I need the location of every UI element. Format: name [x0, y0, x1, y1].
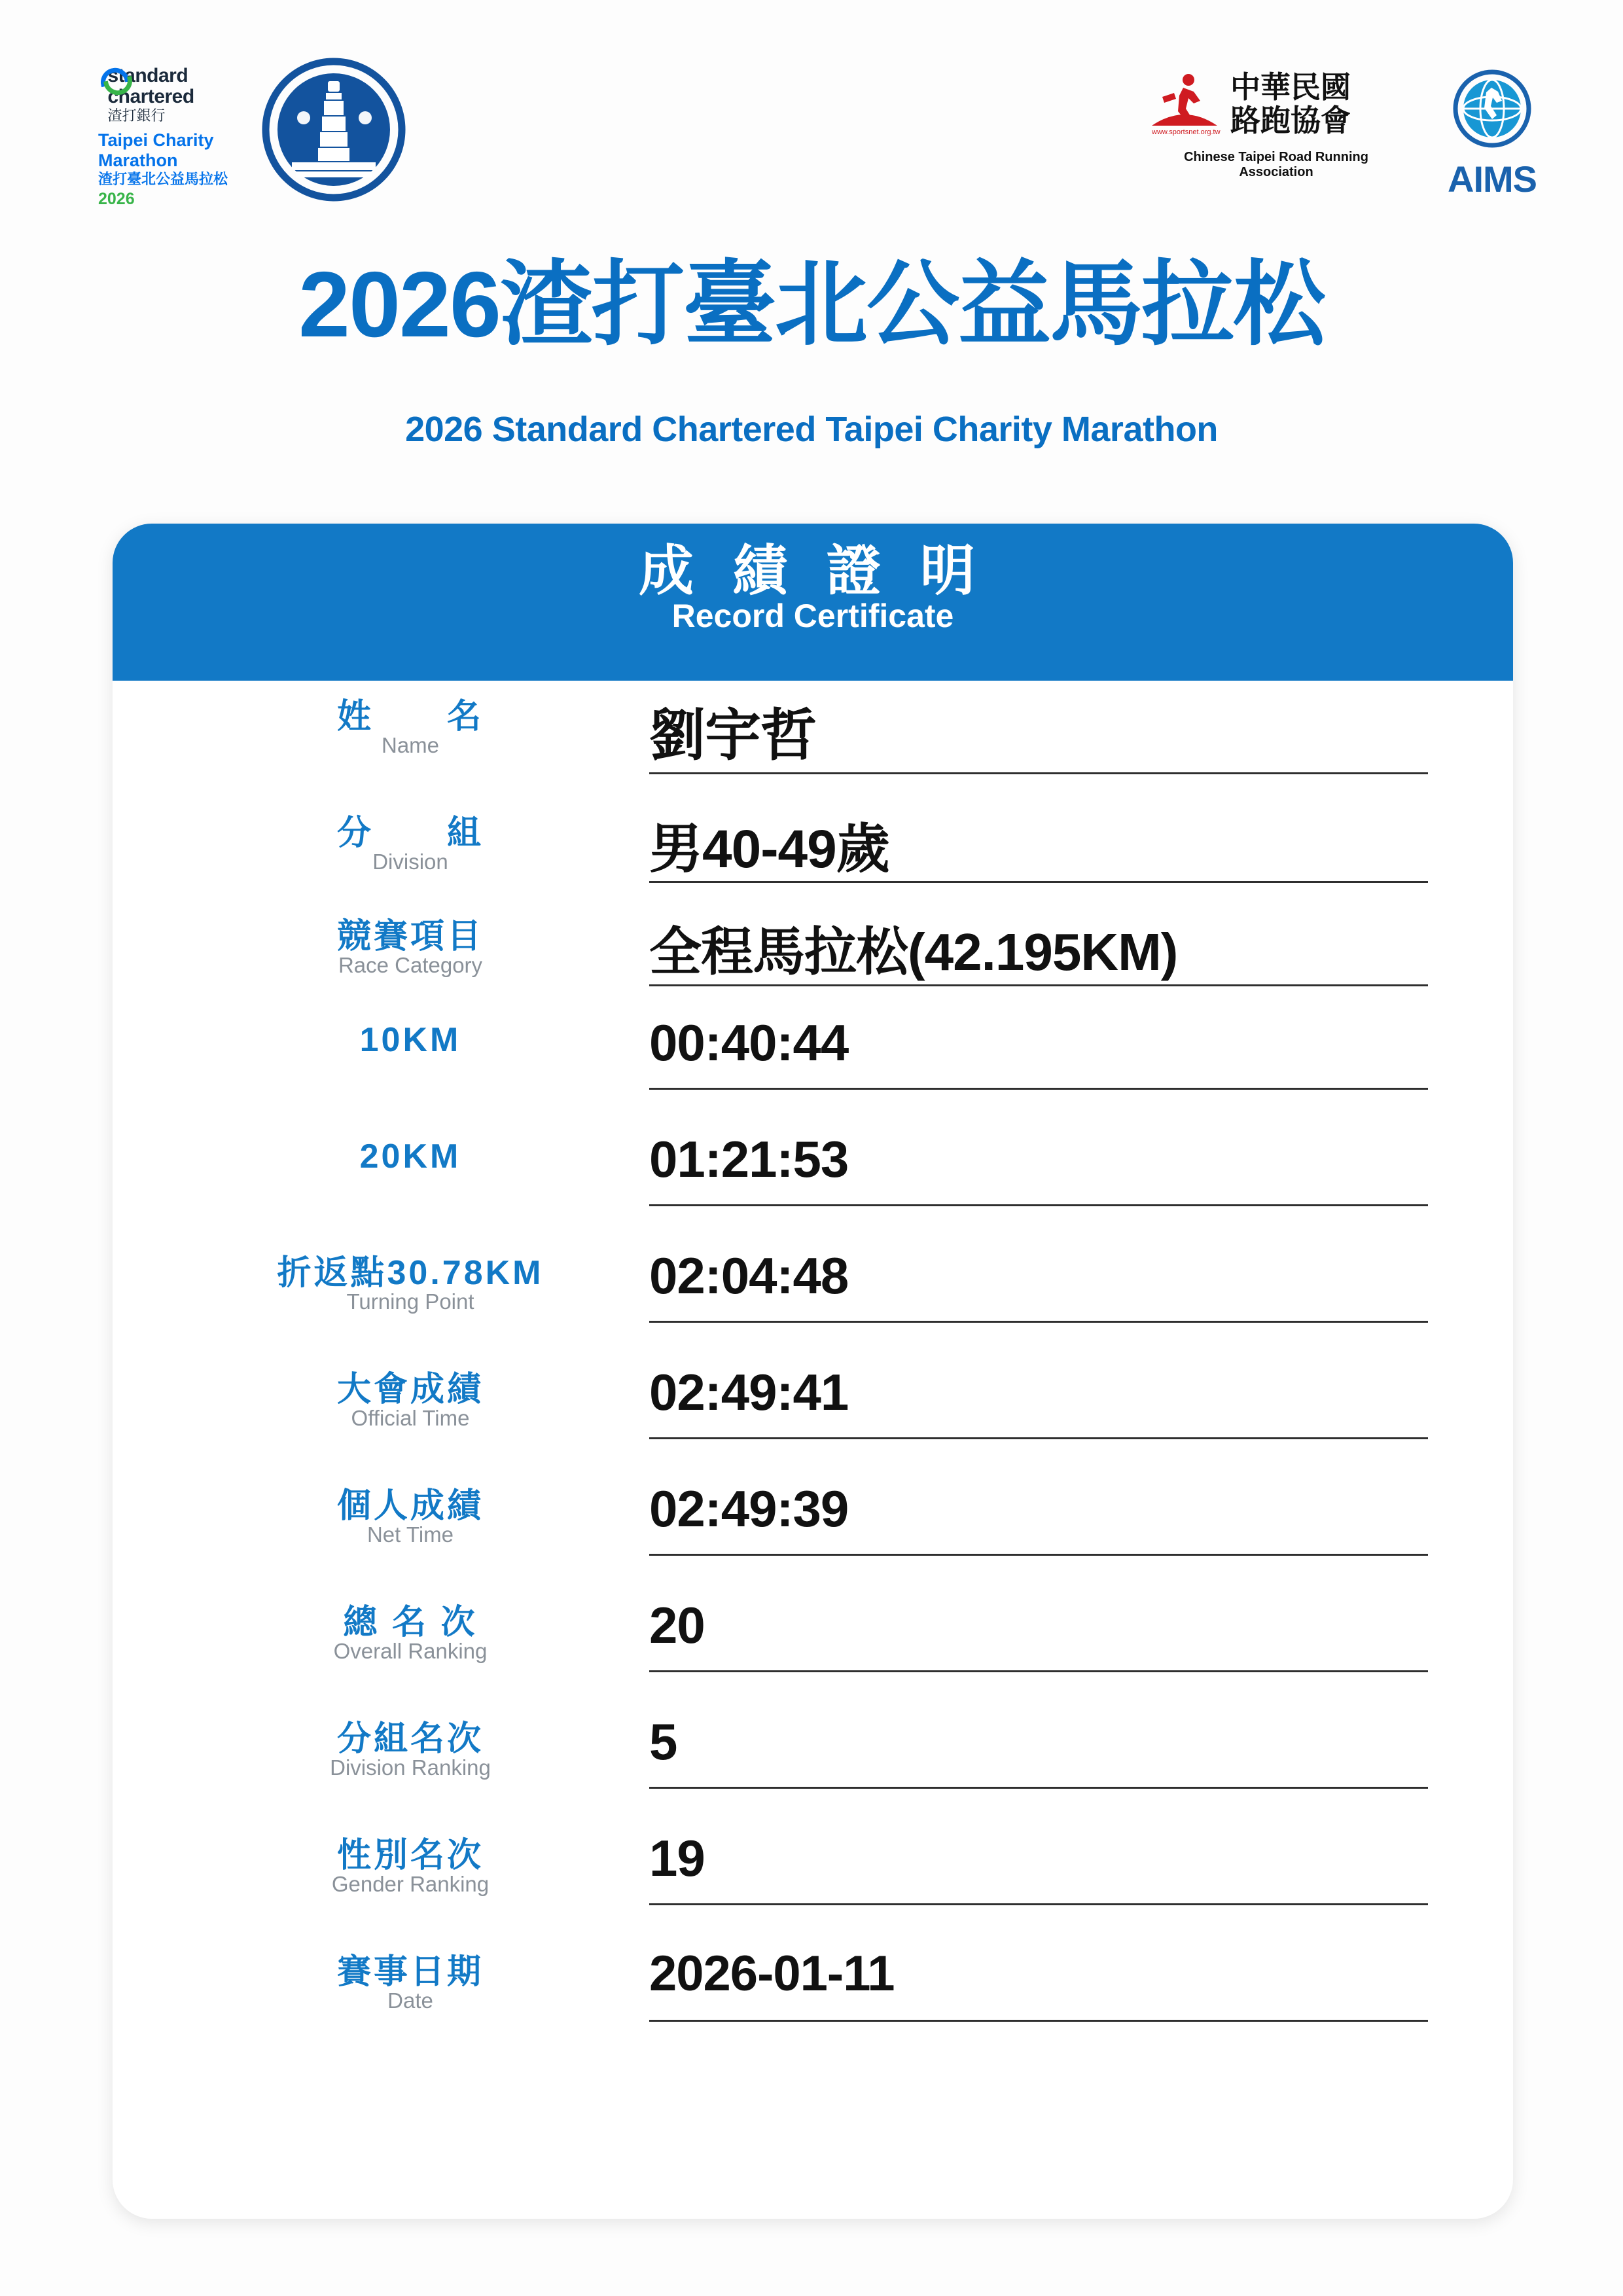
page-title-zh: 2026渣打臺北公益馬拉松	[298, 253, 1325, 357]
row-race-category-value: 全程馬拉松(42.195KM)	[649, 923, 1178, 981]
row-division-label-zh: 分 組	[336, 814, 484, 852]
row-official-time	[113, 1360, 1513, 1477]
ctrra-zh-line2: 路跑協會	[1230, 103, 1351, 137]
sc-logo-sub3: 渣打臺北公益馬拉松	[98, 170, 228, 187]
row-name-label-en: Name	[381, 733, 440, 758]
row-overall-ranking-label-zh: 總 名 次	[343, 1604, 478, 1641]
row-date-label-en: Date	[387, 1988, 433, 2013]
row-date-rule	[649, 2020, 1428, 2022]
row-race-category	[113, 907, 1513, 1011]
ctrra-en: Chinese Taipei Road Running Association	[1184, 150, 1368, 179]
row-10km-label-zh: 10KM	[359, 1021, 461, 1059]
sc-logo-sub1: Taipei Charity	[98, 130, 214, 150]
row-turning-point-label	[211, 1255, 610, 1314]
row-date	[113, 1943, 1513, 2059]
aims-logo	[1427, 64, 1558, 200]
row-date-value: 2026-01-11	[649, 1946, 895, 2001]
row-20km-value: 01:21:53	[649, 1130, 849, 1188]
row-race-category-label-en: Race Category	[338, 953, 483, 978]
row-name-label-zh: 姓 名	[336, 698, 484, 736]
row-turning-point-rule	[649, 1321, 1428, 1323]
row-20km-label-zh: 20KM	[359, 1138, 461, 1175]
row-name-label	[211, 699, 610, 757]
row-division-rule	[649, 881, 1428, 883]
row-division-ranking-label	[211, 1721, 610, 1780]
ctrra-logo	[1145, 65, 1407, 180]
row-division-ranking-label-en: Division Ranking	[330, 1755, 491, 1780]
sc-logo-sub2: Marathon	[98, 150, 178, 170]
row-overall-ranking-rule	[649, 1670, 1428, 1672]
row-10km-value: 00:40:44	[649, 1014, 849, 1071]
row-net-time-label-zh: 個人成績	[336, 1487, 484, 1525]
row-name-rule	[649, 772, 1428, 774]
row-division-ranking-value: 5	[649, 1713, 677, 1770]
row-division	[113, 804, 1513, 907]
row-net-time-label	[211, 1488, 610, 1547]
row-official-time-rule	[649, 1437, 1428, 1439]
row-name-value: 劉宇哲	[649, 704, 816, 767]
row-gender-ranking-label-zh: 性別名次	[336, 1837, 484, 1874]
row-division-ranking	[113, 1710, 1513, 1826]
row-overall-ranking-label	[211, 1605, 610, 1663]
row-date-label	[211, 1954, 610, 2013]
certificate-header-zh: 成 績 證 明	[638, 540, 987, 601]
row-net-time	[113, 1477, 1513, 1593]
row-10km	[113, 1011, 1513, 1127]
row-10km-rule	[649, 1088, 1428, 1090]
row-race-category-label	[211, 919, 610, 977]
taipei-101-seal-icon	[262, 58, 406, 202]
row-net-time-value: 02:49:39	[649, 1480, 849, 1537]
row-division-value: 男40-49歲	[649, 819, 889, 879]
row-official-time-label-zh: 大會成績	[336, 1371, 484, 1408]
certificate-card	[113, 524, 1513, 2219]
row-division-ranking-label-zh: 分組名次	[336, 1720, 484, 1758]
row-overall-ranking-value: 20	[649, 1596, 705, 1654]
row-turning-point-label-en: Turning Point	[346, 1289, 474, 1314]
row-official-time-label	[211, 1372, 610, 1430]
sc-logo-line2: chartered	[107, 86, 194, 108]
row-gender-ranking-rule	[649, 1903, 1428, 1905]
row-turning-point-label-zh: 折返點30.78KM	[277, 1254, 544, 1292]
row-race-category-rule	[649, 984, 1428, 986]
row-10km-label	[211, 1022, 610, 1057]
row-gender-ranking-label	[211, 1838, 610, 1896]
row-division-label	[211, 816, 610, 874]
row-turning-point-value: 02:04:48	[649, 1247, 849, 1304]
row-20km-rule	[649, 1204, 1428, 1206]
row-overall-ranking	[113, 1593, 1513, 1710]
ctrra-zh-line1: 中華民國	[1230, 70, 1351, 104]
header-logos	[0, 46, 1623, 223]
sc-logo-line1: standard	[107, 65, 188, 86]
aims-label: AIMS	[1448, 158, 1537, 200]
certificate-header	[113, 524, 1513, 681]
row-gender-ranking-value: 19	[649, 1829, 705, 1887]
row-net-time-label-en: Net Time	[366, 1522, 454, 1547]
page-title-en: 2026 Standard Chartered Taipei Charity Marathon	[405, 410, 1218, 449]
row-date-label-zh: 賽事日期	[336, 1953, 484, 1991]
row-gender-ranking-label-en: Gender Ranking	[331, 1872, 490, 1897]
row-race-category-label-zh: 競賽項目	[336, 918, 484, 956]
sc-logo-line3: 渣打銀行	[107, 107, 166, 124]
sc-logo-year: 2026	[98, 190, 135, 209]
row-official-time-label-en: Official Time	[351, 1406, 470, 1431]
row-turning-point	[113, 1244, 1513, 1360]
row-20km-label	[211, 1139, 610, 1174]
standard-chartered-logo	[98, 65, 275, 209]
certificate-header-en: Record Certificate	[671, 598, 954, 635]
row-division-ranking-rule	[649, 1787, 1428, 1789]
certificate-rows	[113, 687, 1513, 2059]
row-overall-ranking-label-en: Overall Ranking	[333, 1639, 488, 1664]
row-name	[113, 687, 1513, 804]
row-gender-ranking	[113, 1826, 1513, 1943]
row-net-time-rule	[649, 1554, 1428, 1556]
ctrra-url: www.sportsnet.org.tw	[1152, 128, 1221, 136]
row-official-time-value: 02:49:41	[649, 1363, 849, 1421]
row-20km	[113, 1127, 1513, 1244]
row-division-label-en: Division	[372, 850, 448, 874]
